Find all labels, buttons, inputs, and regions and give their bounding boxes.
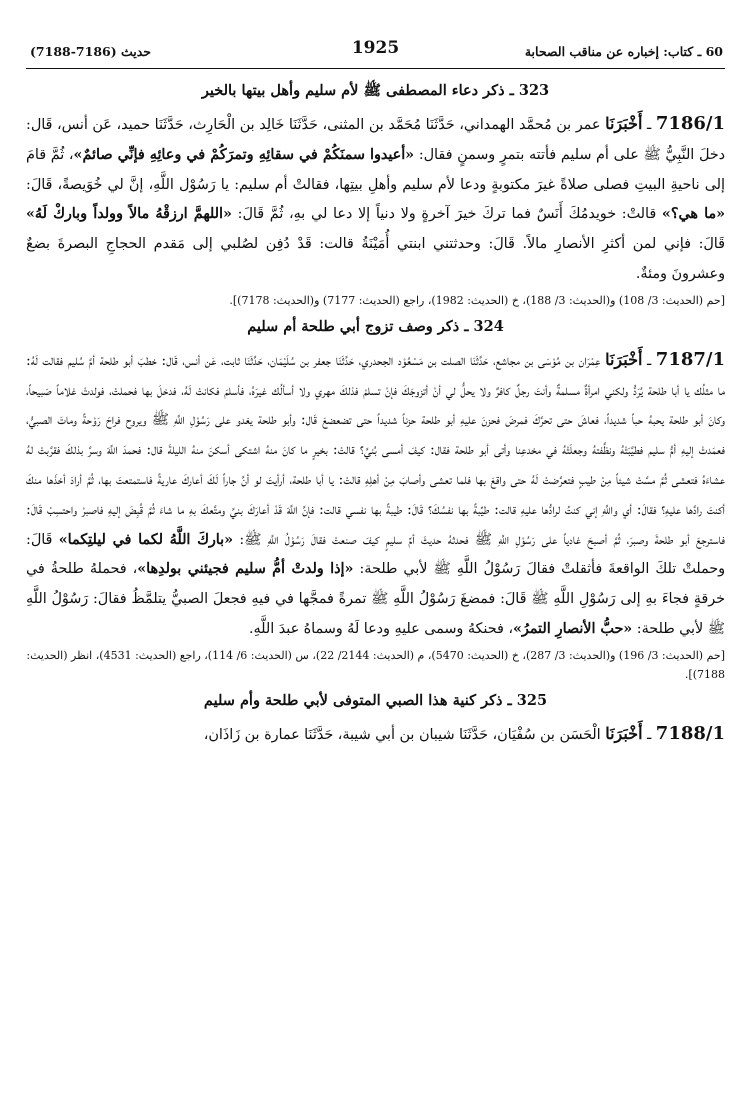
prophetic-quote: «اللهمَّ ارزقْهُ مالاً وولداً وباركْ لَهُ» <box>26 206 232 223</box>
narration-text: الْحَسَن بن سُفْيَان، حَدَّثَنَا شيبان بن أبي شيبة، حَدَّثَنَا عمارة بن زَاذَان، <box>203 726 601 743</box>
narration-text: ، ثُمَّ قامَ إلى ناحيةِ البيتِ فصلى صلاةً غيرَ مكتوبةٍ ودعا لأم سليم وأهلِ بيتِها، فقالتْ أم سليم: يا رَسُوْل اللَّهِ، إنَّ لي خُوَيصةً، قَالَ: <box>26 146 725 193</box>
prophetic-quote: «أعيدوا سمنَكُمْ في سقائِهِ وتمرَكُمْ في وعائِهِ فإنِّي صائمٌ» <box>73 146 415 163</box>
narration-text: ، فحملهُ طلحةُ في خرقةٍ فجاءَ بهِ إلى رَسُوْلِ اللَّهِ ﷺ قَالَ: فمضغَ رَسُوْلُ اللَّهِ ﷺ تمرةً فمجَّها في فيهِ فجعلَ الصبيُّ يتلمَّظُ فقالَ: رَسُوْلُ اللَّهِ ﷺ لأبي طلحة: <box>26 561 725 637</box>
hadith-number: 7186/1 <box>655 113 726 134</box>
narration-text: قالتْ: خويدمُكَ أَنَسٌ فما تركَ خيرَ آخرةٍ ولا دنياً إلا دعا لي بهِ، ثُمَّ قَالَ: <box>237 206 657 223</box>
hadith-7187-references: [حم (الحديث: 3/ 196) و(الحديث: 3/ 287)، خ (الحديث: 5470)، م (الحديث: 2144/ 22)، س (الحديث: 6/ 114)، راجع (الحديث: 4531)، انظر (الحديث: 7188)]. <box>26 648 725 681</box>
narration-text: قَالَ: وحملتْ تلكَ الواقعةَ فأثقلتْ فقالَ رَسُوْلُ اللَّهِ ﷺ لأبي طلحة: <box>26 531 726 578</box>
section-title-323: 323 ـ ذكر دعاء المصطفى ﷺ لأم سليم وأهل بيتها بالخير <box>201 82 550 99</box>
prophetic-quote: «باركَ اللَّهُ لكما في ليلتِكما» <box>58 531 234 548</box>
hadith-7186-references: [حم (الحديث: 3/ 108) و(الحديث: 3/ 188)، خ (الحديث: 1982)، راجع (الحديث: 7177) و(الحديث: 7178)]. <box>229 293 725 307</box>
akhbarana-word: أَخْبَرَنَا <box>605 114 643 133</box>
prophetic-quote: «إذا ولدتْ أمُّ سليم فجيئني بولدِها» <box>137 561 354 578</box>
hadith-number: 7188/1 <box>655 722 725 744</box>
book-page <box>26 38 725 1105</box>
akhbarana-word: أَخْبَرَنَا <box>605 349 643 369</box>
prophetic-quote: «ما هي؟» <box>661 206 726 223</box>
hadith-7187-text: 7187/1 ـ أَخْبَرَنَا عِمْرَان بن مُوْسَى بن مجاشع، حَدَّثَنَا الصلت بن مَسْعُوْد الجحدري، حَدَّثَنَا جعفر بن سُلَيْمَان، حَدَّثَنَا ثابت، عَن أنس، قَال: خطبَ أبو طلحة أمَّ سُليم فقالت لَهُ: ما مثلُك يا أبا طلحة يُرَدُّ ولكني امرأةٌ مسلمةٌ وأنتَ رجلٌ كافرٌ ولا يحلُّ لي أنْ أتزوجَكَ فإنْ تسلمْ فذلكَ مهري ولا أسألُك غيرَهُ، فأسلمَ فكانتْ لَهُ، فدخلَ بها فحملتْ، فولدتْ غلاماً صَبيحاً، وكانَ أبو طلحة يحبهُ حباً شديداً، فعاشَ حتى تحرَّكَ فمرضَ فحزنَ عليهِ أبو طلحة حزناً شديداً حتى تضعضعَ قَال: وأبو طلحة يغدو على رَسُوْلِ اللَّهِ ﷺ ويروح فراحَ رَوْحةً وماتَ الصبيُّ، فعمَدتْ إليهِ أمُّ سليم فطيَّبَتْهُ ونظَّفتهُ وجعلَتْهُ في مخدعِنا وأتى أبو طلحة فقال: كيفَ أمسى بُنيَّ؟ قالتْ: بخيرٍ ما كانَ منهُ اشتكى أسكنَ منهُ الليلةَ قال: فحمدَ اللَّهَ وسرَّ بذلكَ فقرَّبتْ لهُ عشاءَهُ فتعشى ثُمَّ مسَّتْ شيئاً مِنْ طيبٍ فتعرَّضتْ لَهُ حتى واقعَ بها فلما تعشى وأصابَ مِنْ أهلِهِ قالتْ: يا أبا طلحة، أرأيتَ لو أنَّ جاراً لَكَ أعاركَ عاريةً فاستمتعتَ بها، ثُمَّ أرادَ أخذَها منكَ أكنتَ رادَّها عليهِ؟ فقالَ: أي واللَّهِ إني كنتُ لرادُّها عليهِ قالت: طيِّبةً بها نفسُكَ؟ قَالَ: طيبةً بها نفسي قالت: فإنَّ اللَّهَ قَدْ أعارَكَ بنيَّ ومتَّعكَ بهِ ما شاءَ ثُمَّ قُبِضَ إليهِ فاصبرْ واحتسِبْ قَالَ: فاسترجعَ أبو طلحةَ وصبرَ، ثُمَّ أصبحَ غادياً على رَسُوْلِ اللَّهِ ﷺ فحدثهُ حديثَ أمِّ سليمٍ كيفَ صنعتْ فقالَ رَسُوْلُ اللَّهِ ﷺ: «باركَ اللَّهُ لكما في ليلتِكما» قَالَ: وحملتْ تلكَ الواقعةَ فأثقلتْ فقالَ رَسُوْلُ اللَّهِ ﷺ لأبي طلحة: «إذا ولدتْ أمُّ سليم فجيئني بولدِها»، فحملهُ طلحةُ في خرقةٍ فجاءَ بهِ إلى رَسُوْلِ اللَّهِ ﷺ قَالَ: فمضغَ رَسُوْلُ اللَّهِ ﷺ تمرةً فمجَّها في فيهِ فجعلَ الصبيُّ يتلمَّظُ فقالَ: رَسُوْلُ اللَّهِ ﷺ لأبي طلحة: «حبُّ الأنصارِ التمرُ»، فحنكهُ وسمى عليهِ ودعا لَهُ وسماهُ عبدَ اللَّهِ. <box>26 348 726 637</box>
header-hadith-range: حديث (7186-7188) <box>30 44 152 59</box>
hadith-7188-text: 7188/1 ـ أَخْبَرَنَا الْحَسَن بن سُفْيَان، حَدَّثَنَا شيبان بن أبي شيبة، حَدَّثَنَا عمارة بن زَاذَان، <box>203 722 725 744</box>
akhbarana-word: أَخْبَرَنَا <box>605 723 643 743</box>
narration-text: ، فحنكهُ وسمى عليهِ ودعا لَهُ وسماهُ عبدَ اللَّهِ. <box>248 620 513 637</box>
prophetic-quote: «حبُّ الأنصارِ التمرُ» <box>512 620 633 637</box>
narration-text: عمر بن مُحمَّد الهمداني، حَدَّثَنَا مُحَمَّد بن المثنى، حَدَّثَنَا خَالِد بن الْحَارِث، حَدَّثَنَا حميد، عَن أنس، قَال: دخلَ النَّبِيُّ ﷺ على أم سليم فأتته بتمرٍ وسمنٍ فقال: <box>26 117 725 163</box>
section-title-325: 325 ـ ذكر كنية هذا الصبي المتوفى لأبي طلحة وأم سليم <box>203 691 548 709</box>
hadith-7186-text: 7186/1 ـ أَخْبَرَنَا عمر بن مُحمَّد الهمداني، حَدَّثَنَا مُحَمَّد بن المثنى، حَدَّثَنَا خَالِد بن الْحَارِث، حَدَّثَنَا حميد، عَن أنس، قَال: دخلَ النَّبِيُّ ﷺ على أم سليم فأتته بتمرٍ وسمنٍ فقال: «أعيدوا سمنَكُمْ في سقائِهِ وتمرَكُمْ في وعائِهِ فإنِّي صائمٌ»، ثُمَّ قامَ إلى ناحيةِ البيتِ فصلى صلاةً غيرَ مكتوبةٍ ودعا لأم سليم وأهلِ بيتِها، فقالتْ أم سليم: يا رَسُوْل اللَّهِ، إنَّ لي خُوَيصةً، قَالَ: «ما هي؟» قالتْ: خويدمُكَ أَنَسٌ فما تركَ خيرَ آخرةٍ ولا دنياً إلا دعا لي بهِ، ثُمَّ قَالَ: «اللهمَّ ارزقْهُ مالاً وولداً وباركْ لَهُ» قَالَ: فإني لمن أكثرِ الأنصارِ مالاً. قَالَ: وحدثتني ابنتي أُمَيْنَةُ قالت: قَدْ دُفِن لصُلبي إلى مَقدم الحجاجِ البصرةَ بضعٌ وعشرونَ ومئةٌ. <box>26 113 726 282</box>
narration-text: عِمْرَان بن مُوْسَى بن مجاشع، حَدَّثَنَا الصلت بن مَسْعُوْد الجحدري، حَدَّثَنَا جعفر بن سُلَيْمَان، حَدَّثَنَا ثابت، عَن أنس، قَال: خطبَ أبو طلحة أمَّ سُليم فقالت لَهُ: ما مثلُك يا أبا طلحة يُرَدُّ ولكني امرأةٌ مسلمةٌ وأنتَ رجلٌ كافرٌ ولا يحلُّ لي أنْ أتزوجَكَ فإنْ تسلمْ فذلكَ مهري ولا أسألُك غيرَهُ، فأسلمَ فكانتْ لَهُ، فدخلَ بها فحملتْ، فولدتْ غلاماً صَبيحاً، وكانَ أبو طلحة يحبهُ حباً شديداً، فعاشَ حتى تحرَّكَ فمرضَ فحزنَ عليهِ أبو طلحة حزناً شديداً حتى تضعضعَ قَال: وأبو طلحة يغدو على رَسُوْلِ اللَّهِ ﷺ ويروح فراحَ رَوْحةً وماتَ الصبيُّ، فعمَدتْ إليهِ أمُّ سليم فطيَّبَتْهُ ونظَّفتهُ وجعلَتْهُ في مخدعِنا وأتى أبو طلحة فقال: كيفَ أمسى بُنيَّ؟ قالتْ: بخيرٍ ما كانَ منهُ اشتكى أسكنَ منهُ الليلةَ قال: فحمدَ اللَّهَ وسرَّ بذلكَ فقرَّبتْ لهُ عشاءَهُ فتعشى ثُمَّ مسَّتْ شيئاً مِنْ طيبٍ فتعرَّضتْ لَهُ حتى واقعَ بها فلما تعشى وأصابَ مِنْ أهلِهِ قالتْ: يا أبا طلحة، أرأيتَ لو أنَّ جاراً لَكَ أعاركَ عاريةً فاستمتعتَ بها، ثُمَّ أرادَ أخذَها منكَ أكنتَ رادَّها عليهِ؟ فقالَ: أي واللَّهِ إني كنتُ لرادُّها عليهِ قالت: طيِّبةً بها نفسُكَ؟ قَالَ: طيبةً بها نفسي قالت: فإنَّ اللَّهَ قَدْ أعارَكَ بنيَّ ومتَّعكَ بهِ ما شاءَ ثُمَّ قُبِضَ إليهِ فاصبرْ واحتسِبْ قَالَ: فاسترجعَ أبو طلحةَ وصبرَ، ثُمَّ أصبحَ غادياً على رَسُوْلِ اللَّهِ ﷺ فحدثهُ حديثَ أمِّ سليمٍ كيفَ صنعتْ فقالَ رَسُوْلُ اللَّهِ ﷺ: <box>26 352 726 548</box>
page-body <box>26 79 725 751</box>
page-number: 1925 <box>351 38 400 58</box>
header-chapter-title: 60 ـ كتاب: إخباره عن مناقب الصحابة <box>524 44 723 59</box>
running-header <box>26 38 725 69</box>
section-title-324: 324 ـ ذكر وصف تزوج أبي طلحة أم سليم <box>247 317 504 335</box>
narration-text: قَالَ: فإني لمن أكثرِ الأنصارِ مالاً. قَالَ: وحدثتني ابنتي أُمَيْنَةُ قالت: قَدْ دُفِن لصُلبي إلى مَقدم الحجاجِ البصرةَ بضعٌ وعشرونَ ومئةٌ. <box>26 236 725 282</box>
hadith-number: 7187/1 <box>655 348 725 370</box>
